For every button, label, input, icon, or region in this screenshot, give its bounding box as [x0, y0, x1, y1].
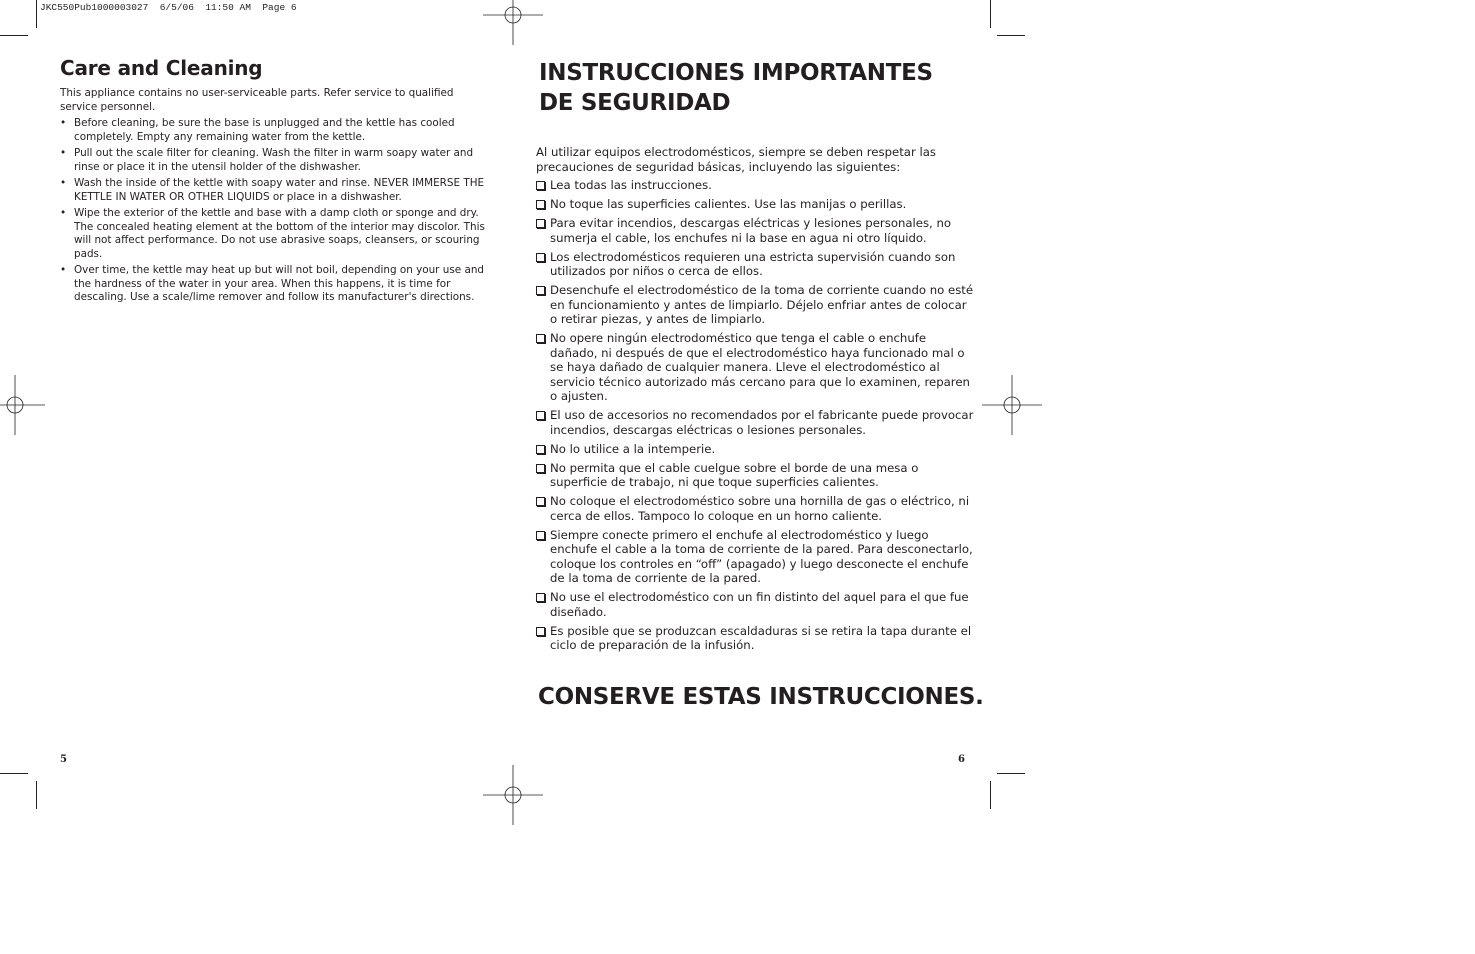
seguridad-item-text: No opere ningún electrodoméstico que tenga el cable o enchufe dañado, ni después de que el electrodoméstico haya funcionado mal o se haya dañado de cualquier manera. Lleve el electrodoméstico al servicio técnico autorizado más cercano para que lo examinen, reparen o ajusten. — [550, 331, 970, 403]
seguridad-title — [539, 58, 976, 118]
seguridad-item — [536, 216, 976, 245]
seguridad-item — [536, 590, 976, 619]
seguridad-item-text: Es posible que se produzcan escaldaduras si se retira la tapa durante el ciclo de preparación de la infusión. — [550, 623, 972, 652]
care-item — [60, 177, 485, 204]
seguridad-item-text: Desenchufe el electrodoméstico de la toma de corriente cuando no esté en funcionamiento y antes de limpiarlo. Déjelo enfriar antes de colocar o retirar piezas, y antes de limpiarlo. — [550, 283, 974, 326]
seguridad-item-text: Siempre conecte primero el enchufe al electrodoméstico y luego enchufe el cable a la toma de corriente de la pared. Para desconectarlo, coloque los controles en “off” (apagado) y luego desconecte el enchufe de la toma de corriente de la pared. — [550, 527, 973, 585]
seguridad-item-text: No use el electrodoméstico con un fin distinto del aquel para el que fue diseñado. — [550, 590, 969, 619]
crop-mark-top-left-v — [36, 0, 37, 28]
bullet-icon: • — [60, 177, 67, 189]
seguridad-item — [536, 528, 976, 586]
care-item-text: Wash the inside of the kettle with soapy water and rinse. NEVER IMMERSE THE KETTLE IN WATER OR OTHER LIQUIDS or place in a dishwasher. — [74, 177, 485, 203]
crop-mark-top-left-h — [0, 35, 28, 36]
print-slug: JKC550Pub1000003027 6/5/06 11:50 AM Page 6 — [40, 2, 297, 13]
checkbox-bullet-icon — [536, 531, 545, 540]
seguridad-item — [536, 624, 976, 653]
seguridad-item-text: Para evitar incendios, descargas eléctricas y lesiones personales, no sumerja el cable, los enchufes ni la base en agua ni otro líquido. — [550, 216, 952, 245]
care-item — [60, 264, 485, 305]
seguridad-item-text: No toque las superficies calientes. Use las manijas o perillas. — [550, 197, 907, 211]
seguridad-item-text: El uso de accesorios no recomendados por el fabricante puede provocar incendios, descargas eléctricas o lesiones personales. — [550, 408, 974, 437]
checkbox-bullet-icon — [536, 253, 545, 262]
care-item-text: Pull out the scale filter for cleaning. Wash the filter in warm soapy water and rinse or place it in the utensil holder of the dishwasher. — [74, 147, 474, 173]
crop-mark-bottom-right-v — [990, 781, 991, 809]
care-item — [60, 147, 485, 174]
page-number-left: 5 — [60, 754, 67, 765]
seguridad-item — [536, 442, 976, 457]
care-item-text: Wipe the exterior of the kettle and base with a damp cloth or sponge and dry. The concealed heating element at the bottom of the interior may discolor. This will not affect performance. Do not use abrasive soaps, cleansers, or scouring pads. — [74, 207, 485, 260]
bullet-icon: • — [60, 147, 67, 159]
care-list — [60, 117, 485, 305]
seguridad-item-text: No permita que el cable cuelgue sobre el borde de una mesa o superficie de trabajo, ni que toque superficies calientes. — [550, 460, 919, 489]
checkbox-bullet-icon — [536, 593, 545, 602]
care-item — [60, 117, 485, 144]
seguridad-intro: Al utilizar equipos electrodomésticos, siempre se deben respetar las precauciones de seguridad básicas, incluyendo las siguientes: — [536, 145, 936, 174]
seguridad-item — [536, 408, 976, 437]
seguridad-item-text: No lo utilice a la intemperie. — [550, 441, 716, 456]
checkbox-bullet-icon — [536, 286, 545, 295]
care-intro: This appliance contains no user-serviceable parts. Refer service to qualified service personnel. — [60, 87, 454, 113]
crop-mark-bottom-right-h — [997, 773, 1025, 774]
crop-mark-bottom-left-h — [0, 773, 28, 774]
bullet-icon: • — [60, 264, 67, 276]
seguridad-list — [536, 178, 976, 653]
seguridad-item — [536, 461, 976, 490]
seguridad-item — [536, 283, 976, 327]
conserve-heading: CONSERVE ESTAS INSTRUCCIONES. — [538, 684, 984, 710]
checkbox-bullet-icon — [536, 464, 545, 473]
seguridad-item-text: Lea todas las instrucciones. — [550, 178, 712, 192]
crop-mark-top-right-h — [997, 35, 1025, 36]
seguridad-item-text: No coloque el electrodoméstico sobre una hornilla de gas o eléctrico, ni cerca de ellos. Tampoco lo coloque en un horno caliente. — [550, 494, 970, 523]
registration-mark-left-icon — [0, 375, 45, 435]
seguridad-item — [536, 250, 976, 279]
seguridad-item — [536, 494, 976, 523]
registration-mark-top-icon — [483, 0, 543, 45]
care-item-text: Over time, the kettle may heat up but will not boil, depending on your use and the hardness of the water in your area. When this happens, it is time for descaling. Use a scale/lime remover and follow its manufacturer's directions. — [74, 264, 485, 303]
seguridad-item — [536, 197, 976, 212]
checkbox-bullet-icon — [536, 200, 545, 209]
seguridad-section — [536, 58, 976, 657]
checkbox-bullet-icon — [536, 219, 545, 228]
care-title: Care and Cleaning — [60, 56, 263, 80]
checkbox-bullet-icon — [536, 445, 545, 454]
bullet-icon: • — [60, 117, 67, 129]
crop-mark-top-right-v — [990, 0, 991, 28]
bullet-icon: • — [60, 207, 67, 219]
checkbox-bullet-icon — [536, 181, 545, 190]
checkbox-bullet-icon — [536, 411, 545, 420]
seguridad-item-text: Los electrodomésticos requieren una estricta supervisión cuando son utilizados por niños o cerca de ellos. — [550, 249, 956, 278]
page-number-right: 6 — [958, 754, 965, 765]
care-item — [60, 207, 485, 261]
seguridad-item — [536, 331, 976, 404]
checkbox-bullet-icon — [536, 334, 545, 343]
seguridad-title-line1: INSTRUCCIONES IMPORTANTES — [539, 60, 933, 86]
registration-mark-right-icon — [982, 375, 1042, 435]
care-section — [60, 56, 485, 308]
registration-mark-bottom-icon — [483, 765, 543, 825]
checkbox-bullet-icon — [536, 497, 545, 506]
seguridad-title-line2: DE SEGURIDAD — [539, 90, 731, 116]
checkbox-bullet-icon — [536, 627, 545, 636]
crop-mark-bottom-left-v — [36, 781, 37, 809]
seguridad-item — [536, 178, 976, 193]
care-item-text: Before cleaning, be sure the base is unplugged and the kettle has cooled completely. Empty any remaining water from the kettle. — [74, 117, 455, 143]
